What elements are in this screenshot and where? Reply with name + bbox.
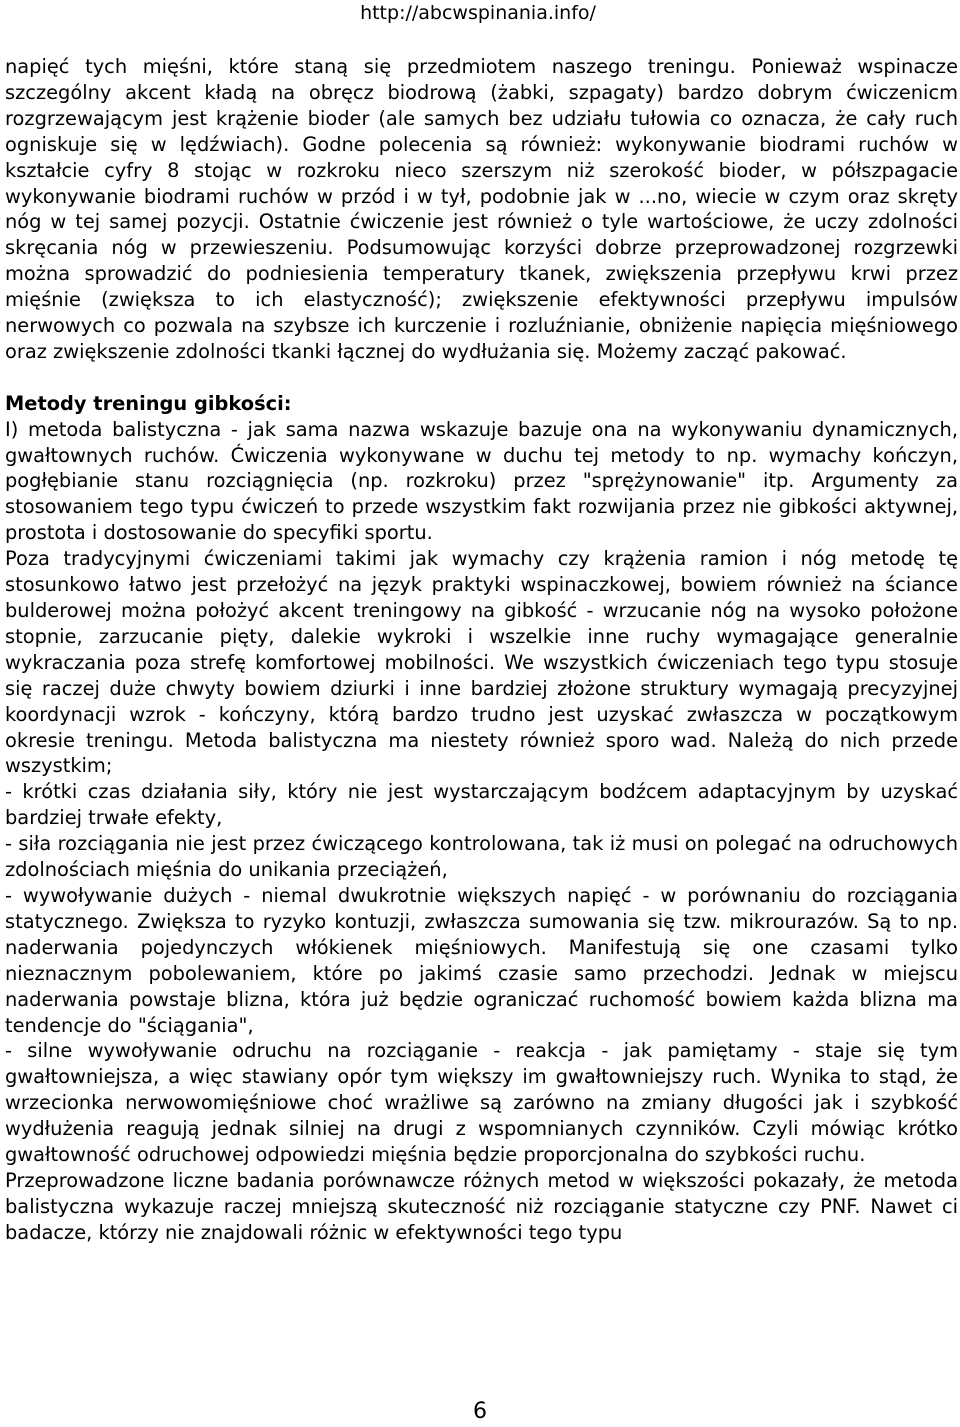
list-item-high-tension: - wywoływanie dużych - niemal dwukrotnie większych napięć - w porównaniu do rozciągania statycznego. Zwiększa to ryzyko kontuzji, zwłaszcza sumowania się tzw. mikrourazów. Są to np. naderwania pojedynczych włókienek mięśniowych. Manifestują się one czasami tylko nieznacznym pobolewaniem, które po jakimś czasie samo przechodzi. Jednak w miejscu naderwania powstaje blizna, która już będzie ograniczać ruchomość bowiem każda blizna ma tendencje do "ściągania",: [5, 883, 958, 1037]
document-body: [5, 54, 958, 1246]
paragraph-comparative-studies: Przeprowadzone liczne badania porównawcze różnych metod w większości pokazały, że metoda balistyczna wykazuje raczej mniejszą skuteczność niż rozciąganie statyczne czy PNF. Nawet ci badacze, którzy nie znajdowali różnic w efektywności tego typu: [5, 1168, 958, 1244]
list-item-short-force: - krótki czas działania siły, który nie jest wystarczającym bodźcem adaptacyjnym by uzyskać bardziej trwałe efekty,: [5, 780, 958, 830]
page-number: 6: [473, 1399, 487, 1424]
list-item-uncontrolled-force: - siła rozciągania nie jest przez ćwiczącego kontrolowana, tak iż musi on polegać na odruchowych zdolnościach mięśnia do unikania przeciążeń,: [5, 832, 958, 882]
paragraph-ballistic-method: I) metoda balistyczna - jak sama nazwa wskazuje bazuje ona na wykonywaniu dynamicznych, gwałtownych ruchów. Ćwiczenia wykonywane w duchu tej metody to np. wymachy kończyn, pogłębianie stanu rozciągnięcia (np. rozkroku) przez "sprężynowanie" itp. Argumenty za stosowaniem tego typu ćwiczeń to przede wszystkim fakt rozwijania przez nie gibkości aktywnej, prostota i dostosowanie do specyfiki sportu.: [5, 417, 958, 545]
list-item-stretch-reflex: - silne wywoływanie odruchu na rozciąganie - reakcja - jak pamiętamy - staje się tym gwałtowniejsza, a więc stawiany opór tym większy im gwałtowniejszy ruch. Wynika to stąd, że wrzecionka nerwowomięśniowe choć wrażliwe są zarówno na zmiany długości jak i szybkość wydłużenia reagują jednak silniej na drugi z wspomnianych czynników. Czyli mówiąc krótko gwałtowność odruchowej odpowiedzi mięśnia będzie proporcjonalna do szybkości ruchu.: [5, 1039, 958, 1167]
paragraph-warmup: napięć tych mięśni, które staną się przedmiotem naszego treningu. Ponieważ wspinacze szczególny akcent kładą na obręcz biodrową (żabki, szpagaty) bardzo dobrym ćwiczenicm rozgrzewającym jest krążenie bioder (ale samych bez udziału tułowia co oznacza, że cały ruch ogniskuje się w lędźwiach). Godne polecenia są również: wykonywanie biodrami ruchów w kształcie cyfry 8 stojąc w rozkroku nieco szerszym niż szerokość bioder, w półszpagacie wykonywanie biodrami ruchów w przód i w tył, podobnie jak w ...no, wiecie w czym oraz skręty nóg w tej samej pozycji. Ostatnie ćwiczenie jest również o tyle wartościowe, że uczy zdolności skręcania nóg w przewieszeniu. Podsumowując korzyści dobrze przeprowadzonej rozgrzewki można sprowadzić do podniesienia temperatury tkanek, zwiększenia przepływu krwi przez mięśnie (zwiększa to ich elastyczność); zwiększenie efektywności przepływu impulsów nerwowych co pozwala na szybsze ich kurczenie i rozluźnianie, obniżenie napięcia mięśniowego oraz zwiększenie zdolności tkanki łącznej do wydłużania się. Możemy zacząć pakować.: [5, 55, 958, 363]
page-header: [0, 0, 960, 30]
header-url: http://abcwspinania.info/: [360, 2, 596, 24]
paragraph-spacer: [5, 365, 958, 391]
section-heading: Metody treningu gibkości:: [5, 391, 292, 415]
paragraph-traditional-exercises: Poza tradycyjnymi ćwiczeniami takimi jak wymachy czy krążenia ramion i nóg metodę tę stosunkowo łatwo jest przełożyć na język praktyki wspinaczkowej, bowiem również na ściance bulderowej można położyć akcent treningowy na gibkość - wrzucanie nóg na wysoko położone stopnie, zarzucanie pięty, dalekie wykroki i wszelkie inne ruchy wymagające generalnie wykraczania poza strefę komfortowej mobilności. We wszystkich ćwiczeniach tego typu stosuje się raczej duże chwyty bowiem dziurki i inne bardziej złożone struktury wymagają precyzyjnej koordynacji wzrok - kończyny, którą bardzo trudno jest uzyskać zwłaszcza w początkowym okresie treningu. Metoda balistyczna ma niestety również sporo wad. Należą do nich przede wszystkim;: [5, 547, 958, 778]
